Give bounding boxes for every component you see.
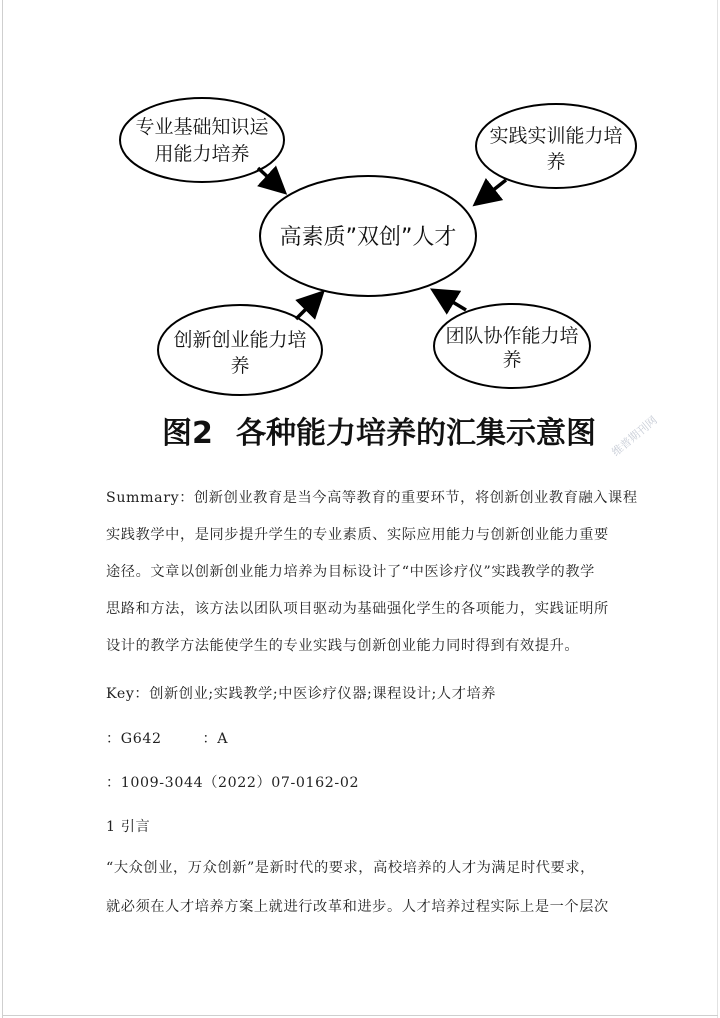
keywords: Key：创新创业;实践教学;中医诊疗仪器;课程设计;人才培养 bbox=[106, 686, 497, 702]
summary-line: 实践教学中，是同步提升学生的专业素质、实际应用能力与创新创业能力重要 bbox=[106, 527, 609, 543]
page-border-bottom bbox=[2, 1015, 718, 1016]
section-heading: 1 引言 bbox=[106, 819, 151, 835]
classification-codes: ：G642 ：A bbox=[106, 731, 229, 747]
summary-line: Summary：创新创业教育是当今高等教育的重要环节，将创新创业教育融入课程 bbox=[106, 490, 638, 506]
summary-line: 途径。文章以创新创业能力培养为目标设计了“中医诊疗仪”实践教学的教学 bbox=[106, 564, 595, 580]
node-professional-basics-line2: 用能力培养 bbox=[154, 143, 250, 165]
article-id: ：1009-3044（2022）07-0162-02 bbox=[106, 775, 360, 791]
intro-line: “大众创业，万众创新”是新时代的要求，高校培养的人才为满足时代要求， bbox=[106, 860, 595, 876]
arrow-practical-to-center bbox=[478, 180, 506, 202]
node-teamwork-line1: 团队协作能力培 bbox=[445, 325, 579, 347]
intro-line: 就必须在人才培养方案上就进行改革和进步。人才培养过程实际上是一个层次 bbox=[106, 899, 609, 915]
node-professional-basics-line1: 专业基础知识运 bbox=[135, 116, 269, 138]
summary-line: 思路和方法，该方法以团队项目驱动为基础强化学生的各项能力，实践证明所 bbox=[106, 601, 609, 617]
node-practical-training-line1: 实践实训能力培 bbox=[489, 125, 623, 147]
node-innovation-entrepreneurship-line1: 创新创业能力培 bbox=[173, 329, 307, 351]
arrow-innovation-to-center bbox=[296, 295, 320, 319]
arrow-professional-to-center bbox=[258, 168, 282, 190]
arrow-teamwork-to-center bbox=[436, 292, 466, 310]
watermark: 维普期刊网 bbox=[609, 413, 660, 459]
node-practical-training-line2: 养 bbox=[546, 151, 566, 173]
figure-caption-label: 图2 bbox=[162, 416, 213, 451]
ability-diagram-figure bbox=[0, 0, 720, 470]
figure-caption-title: 各种能力培养的汇集示意图 bbox=[236, 416, 596, 451]
node-teamwork-line2: 养 bbox=[502, 349, 522, 371]
summary-line: 设计的教学方法能使学生的专业实践与创新创业能力同时得到有效提升。 bbox=[106, 638, 580, 654]
node-center-talent-label: 高素质”双创”人才 bbox=[279, 225, 457, 250]
node-innovation-entrepreneurship-line2: 养 bbox=[230, 355, 250, 377]
